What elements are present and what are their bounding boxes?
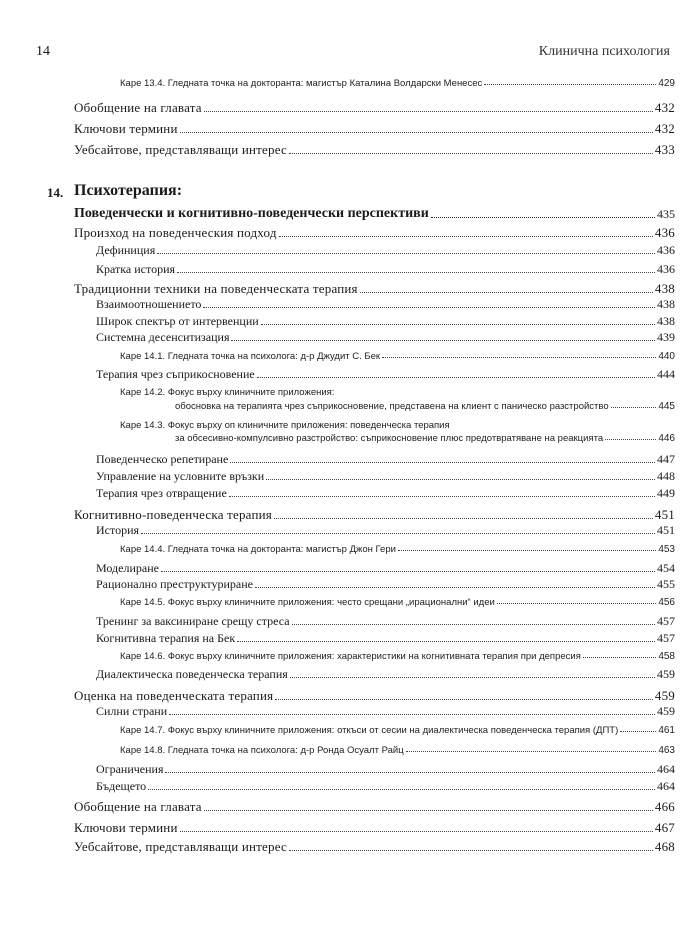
- toc-entry-title: Терапия чрез отвращение: [96, 486, 227, 500]
- toc-entry[interactable]: [74, 799, 675, 815]
- toc-entry-title: Когнитивна терапия на Бек: [96, 631, 236, 645]
- toc-entry-page: 432: [654, 121, 675, 136]
- toc-entry-page: 451: [654, 507, 675, 522]
- toc-entry-page: 461: [658, 725, 675, 736]
- toc-entry-page: 456: [658, 597, 675, 608]
- toc-entry-box[interactable]: [120, 544, 675, 555]
- toc-entry-page: 438: [657, 297, 675, 311]
- toc-entry[interactable]: [96, 667, 675, 682]
- toc-entry[interactable]: [96, 704, 675, 719]
- toc-entry-title: Кратка история: [96, 262, 176, 276]
- chapter-number: 14.: [47, 185, 64, 200]
- toc-entry-page: 436: [654, 225, 675, 240]
- toc-entry-title: Каре 14.4. Гледната точка на докторанта: магистър Джон Гери: [120, 544, 396, 555]
- toc-entry-page: 432: [654, 100, 675, 115]
- toc-entry-page: 468: [654, 839, 675, 854]
- toc-entry-page: 455: [657, 577, 675, 591]
- toc-entry[interactable]: [96, 452, 675, 467]
- toc-entry-page: 457: [657, 631, 675, 645]
- toc-entry-page: 458: [658, 651, 675, 662]
- toc-entry-page: 466: [654, 799, 675, 814]
- toc-entry-box-title-a: Каре 14.3. Фокус върху оп клиничните приложения: поведенческа терапия: [120, 420, 450, 431]
- toc-entry-box[interactable]: [120, 597, 675, 608]
- toc-entry-page: 436: [657, 243, 675, 257]
- toc-entry-title: Дефиниция: [96, 243, 156, 257]
- toc-entry-summary-13[interactable]: [74, 100, 675, 116]
- toc-entry-chapter-14[interactable]: [74, 206, 675, 222]
- toc-entry[interactable]: [96, 523, 675, 538]
- toc-entry-box[interactable]: [120, 351, 675, 362]
- toc-entry[interactable]: [96, 367, 675, 382]
- toc-entry-title: Системна десенситизация: [96, 330, 230, 344]
- toc-entry-page: 433: [654, 142, 675, 157]
- toc-entry-page: 451: [657, 523, 675, 537]
- toc-entry-title: Каре 14.6. Фокус върху клиничните приложения: характеристики на когнитивната терапия при депресия: [120, 651, 581, 662]
- toc-entry[interactable]: [96, 297, 675, 312]
- toc-entry[interactable]: [96, 243, 675, 258]
- toc-entry-page: 459: [654, 688, 675, 703]
- toc-entry-page: 464: [657, 762, 675, 776]
- toc-entry-page: 445: [658, 401, 675, 412]
- toc-entry-title: Терапия чрез съприкосновение: [96, 367, 255, 381]
- toc-entry-title: Каре 14.8. Гледната точка на психолога: д-р Ронда Осуалт Райц: [120, 745, 404, 756]
- toc-entry-title: Ключови термини: [74, 121, 178, 136]
- toc-entry-title: Обобщение на главата: [74, 799, 202, 814]
- toc-entry[interactable]: [96, 469, 675, 484]
- toc-entry-title: Широк спектър от интервенции: [96, 314, 259, 328]
- toc-entry-page: 435: [657, 207, 675, 221]
- toc-entry-page: 459: [657, 704, 675, 718]
- toc-entry[interactable]: [96, 330, 675, 345]
- chapter-subtitle: Поведенчески и когнитивно-поведенчески перспективи: [74, 206, 429, 221]
- toc-entry[interactable]: [74, 281, 675, 297]
- toc-entry[interactable]: [96, 614, 675, 629]
- toc-entry-title: Управление на условните връзки: [96, 469, 265, 483]
- toc-entry-box[interactable]: [120, 745, 675, 756]
- toc-entry-box-13-4[interactable]: [120, 78, 675, 89]
- toc-entry-title: Диалектическа поведенческа терапия: [96, 667, 288, 681]
- toc-entry-box-title-a: Каре 14.2. Фокус върху клиничните приложения:: [120, 387, 335, 398]
- toc-entry-title: Каре 14.7. Фокус върху клиничните приложения: откъси от сесии на диалектическа поведенческа терапия (ДПТ): [120, 725, 619, 736]
- toc-entry[interactable]: [96, 631, 675, 646]
- running-head: Клинична психология: [538, 44, 670, 59]
- toc-entry[interactable]: [96, 561, 675, 576]
- toc-entry-title: обосновка на терапията чрез съприкосновение, представена на клиент с паническо разстройство: [175, 401, 609, 412]
- toc-entry[interactable]: [96, 577, 675, 592]
- toc-entry-title: Рационално преструктуриране: [96, 577, 253, 591]
- toc-entry-page: 449: [657, 486, 675, 500]
- toc-entry-page: 440: [658, 351, 675, 362]
- toc-entry-page: 447: [657, 452, 675, 466]
- toc-entry-title: Обобщение на главата: [74, 100, 202, 115]
- toc-entry-title: Бъдещето: [96, 779, 147, 793]
- toc-entry-title: Ограничения: [96, 762, 164, 776]
- toc-entry[interactable]: [96, 314, 675, 329]
- toc-entry-page: 439: [657, 330, 675, 344]
- toc-entry-page: 453: [658, 544, 675, 555]
- toc-entry-box[interactable]: [175, 433, 675, 444]
- toc-entry[interactable]: [74, 225, 675, 241]
- toc-entry-title: Уебсайтове, представляващи интерес: [74, 839, 287, 854]
- toc-entry-title: Моделиране: [96, 561, 159, 575]
- toc-entry-title: Произход на поведенческия подход: [74, 225, 277, 240]
- toc-entry-page: 436: [657, 262, 675, 276]
- toc-entry-page: 463: [658, 745, 675, 756]
- toc-entry-title: Каре 14.5. Фокус върху клиничните приложения: често срещани „ирационални“ идеи: [120, 597, 495, 608]
- toc-entry-title: Оценка на поведенческата терапия: [74, 688, 274, 703]
- toc-entry-box[interactable]: [175, 401, 675, 412]
- toc-entry-page: 454: [657, 561, 675, 575]
- page-number: 14: [36, 44, 50, 59]
- toc-entry-title: Уебсайтове, представляващи интерес: [74, 142, 287, 157]
- toc-entry[interactable]: [96, 762, 675, 777]
- toc-entry-key-terms-13[interactable]: [74, 121, 675, 137]
- toc-entry-title: Взаимоотношението: [96, 297, 202, 311]
- toc-entry-title: Каре 13.4. Гледната точка на докторанта: магистър Каталина Волдарски Менесес: [120, 78, 483, 89]
- toc-entry-page: 429: [658, 78, 675, 89]
- toc-entry[interactable]: [74, 688, 675, 704]
- toc-entry-page: 464: [657, 779, 675, 793]
- toc-entry[interactable]: [96, 779, 675, 794]
- toc-entry-page: 467: [654, 820, 675, 835]
- toc-entry-page: 446: [658, 433, 675, 444]
- toc-entry-page: 448: [657, 469, 675, 483]
- toc-entry[interactable]: [74, 507, 675, 523]
- toc-entry-title: Поведенческо репетиране: [96, 452, 229, 466]
- toc-entry-box[interactable]: [120, 651, 675, 662]
- toc-entry-page: 444: [657, 367, 675, 381]
- toc-entry[interactable]: [96, 262, 675, 277]
- toc-entry-title: Тренинг за ваксиниране срещу стреса: [96, 614, 290, 628]
- toc-entry-title: История: [96, 523, 140, 537]
- toc-entry-title: Традиционни техники на поведенческата терапия: [74, 281, 358, 296]
- toc-entry[interactable]: [74, 839, 675, 855]
- toc-entry[interactable]: [74, 820, 675, 836]
- toc-entry-title: Когнитивно-поведенческа терапия: [74, 507, 272, 522]
- toc-entry-title: за обсесивно-компулсивно разстройство: съприкосновение плюс предотвратяване на реакцията: [175, 433, 604, 444]
- toc-entry-page: 457: [657, 614, 675, 628]
- toc-entry-title: Ключови термини: [74, 820, 178, 835]
- toc-entry-page: 438: [654, 281, 675, 296]
- toc-entry-title: Каре 14.1. Гледната точка на психолога: д-р Джудит С. Бек: [120, 351, 381, 362]
- toc-entry[interactable]: [96, 486, 675, 501]
- toc-entry-websites-13[interactable]: [74, 142, 675, 158]
- toc-entry-title: Силни страни: [96, 704, 168, 718]
- toc-entry-page: 459: [657, 667, 675, 681]
- toc-entry-page: 438: [657, 314, 675, 328]
- chapter-title: Психотерапия:: [74, 182, 183, 199]
- toc-entry-box[interactable]: [120, 725, 675, 736]
